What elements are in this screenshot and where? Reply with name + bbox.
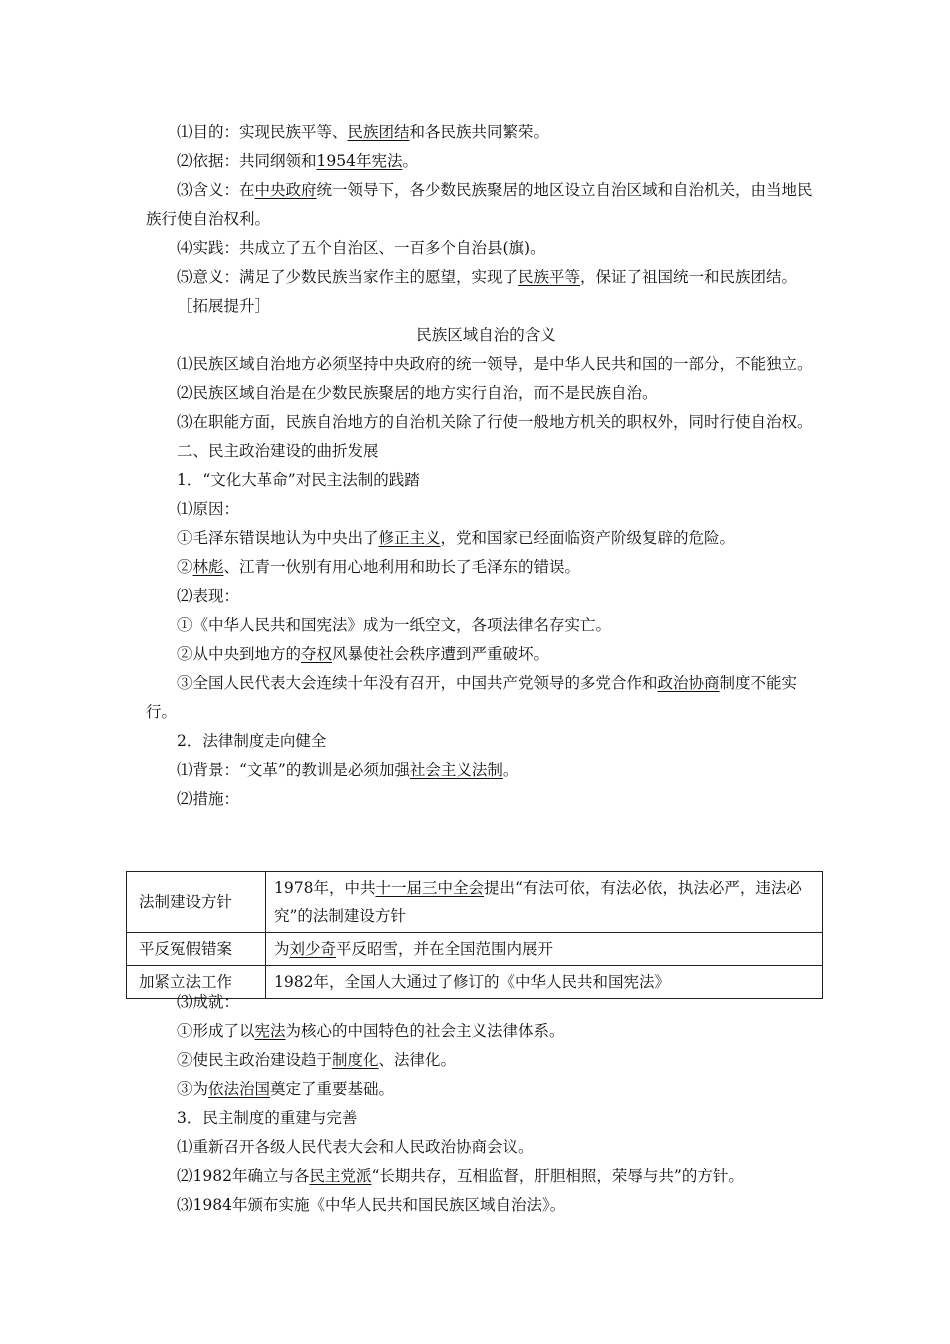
key-term: 民族平等 [518,268,581,286]
achieve-item: ③为依法治国奠定了重要基础。 [177,1080,395,1098]
key-term: 民主党派 [309,1167,372,1185]
key-term: 社会主义法制 [409,761,503,779]
table-key: 平反冤假错案 [127,933,266,966]
rebuild-item: ⑴重新召开各级人民代表大会和人民政治协商会议。 [177,1138,534,1156]
show-item: ①《中华人民共和国宪法》成为一纸空文，各项法律名存实亡。 [177,616,612,634]
show-label: ⑵表现： [177,587,240,605]
paragraph-significance: ⑸意义：满足了少数民族当家作主的愿望，实现了民族平等，保证了祖国统一和民族团结。 [177,268,798,286]
key-term: 依法治国 [208,1080,271,1098]
key-term: 宪法 [254,1022,286,1040]
key-term: 制度化 [332,1051,379,1069]
show-item: ②从中央到地方的夺权风暴使社会秩序遭到严重破坏。 [177,645,550,663]
document-body-continued [146,988,826,1220]
table-value: 1978年，中共十一届三中全会提出“有法可依，有法必依，执法必严，违法必究”的法制建设方针 [266,872,823,933]
expand-title: 民族区域自治的含义 [416,326,556,344]
table-row [127,872,823,933]
table-key: 法制建设方针 [127,872,266,933]
sub-heading: 1．“文化大革命”对民主法制的践踏 [177,471,420,489]
table-key: 加紧立法工作 [127,966,266,999]
key-term: 林彪 [192,558,224,576]
table-row [127,933,823,966]
background-item: ⑴背景：“文革”的教训是必须加强社会主义法制。 [177,761,519,779]
key-term: 十一届三中全会 [375,879,484,897]
paragraph-basis: ⑵依据：共同纲领和1954年宪法。 [177,152,418,170]
expand-item: ⑴民族区域自治地方必须坚持中央政府的统一领导，是中华人民共和国的一部分，不能独立。 [177,355,813,373]
table-value: 1982年，全国人大通过了修订的《中华人民共和国宪法》 [266,966,823,999]
key-term: 夺权 [301,645,333,663]
reason-label: ⑴原因： [177,500,240,518]
expand-item: ⑵民族区域自治是在少数民族聚居的地方实行自治，而不是民族自治。 [177,384,658,402]
measures-table [126,871,823,999]
measures-label: ⑵措施： [177,790,240,808]
key-term: 民族团结 [347,123,410,141]
reason-item: ①毛泽东错误地认为中央出了修正主义，党和国家已经面临资产阶级复辟的危险。 [177,529,736,547]
paragraph-practice: ⑷实践：共成立了五个自治区、一百多个自治县(旗)。 [177,239,546,257]
section-heading: 二、民主政治建设的曲折发展 [177,442,379,460]
key-term: 政治协商 [657,674,720,692]
key-term: 修正主义 [378,529,441,547]
expand-item: ⑶在职能方面，民族自治地方的自治机关除了行使一般地方机关的职权外，同时行使自治权。 [177,413,813,431]
achieve-item: ②使民主政治建设趋于制度化、法律化。 [177,1051,457,1069]
achieve-label: ⑶成就： [177,993,240,1011]
expand-label: ［拓展提升］ [177,297,271,315]
achieve-item: ①形成了以宪法为核心的中国特色的社会主义法律体系。 [177,1022,565,1040]
key-term: 中央政府 [254,181,317,199]
key-term: 刘少奇 [289,940,337,958]
sub-heading: 2．法律制度走向健全 [177,732,327,750]
paragraph-meaning: ⑶含义：在中央政府统一领导下，各少数民族聚居的地区设立自治区域和自治机关，由当地民族行使自治权利。 [146,181,813,228]
show-item: ③全国人民代表大会连续十年没有召开，中国共产党领导的多党合作和政治协商制度不能实行。 [146,674,798,721]
paragraph-purpose: ⑴目的：实现民族平等、民族团结和各民族共同繁荣。 [177,123,550,141]
reason-item: ②林彪、江青一伙别有用心地利用和助长了毛泽东的错误。 [177,558,581,576]
document-body [146,118,826,814]
sub-heading: 3．民主制度的重建与完善 [177,1109,358,1127]
rebuild-item: ⑵1982年确立与各民主党派“长期共存，互相监督，肝胆相照，荣辱与共”的方针。 [177,1167,744,1185]
key-term: 1954年宪法 [316,152,403,170]
rebuild-item: ⑶1984年颁布实施《中华人民共和国民族区域自治法》。 [177,1196,566,1214]
table-value: 为刘少奇平反昭雪，并在全国范围内展开 [266,933,823,966]
